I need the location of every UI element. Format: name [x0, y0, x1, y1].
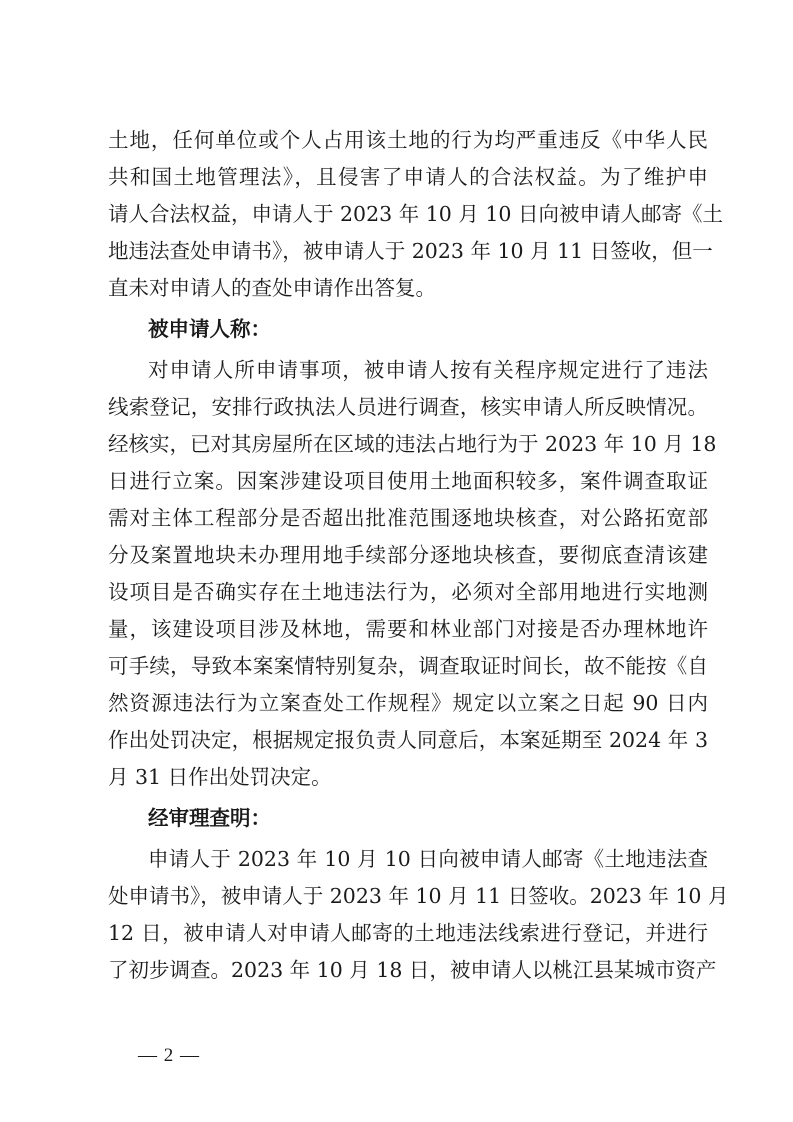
body-line: 经核实，已对其房屋所在区域的违法占地行为于 2023 年 10 月 18: [108, 432, 717, 456]
body-line: 12 日，被申请人对申请人邮寄的土地违法线索进行登记，并进行: [108, 921, 708, 945]
body-line: 然资源违法行为立案查处工作规程》规定以立案之日起 90 日内: [108, 691, 708, 715]
page-number: — 2 —: [138, 1045, 200, 1066]
body-line: 分及案置地块未办理用地手续部分逐地块核查，要彻底查清该建: [108, 543, 708, 567]
body-line: 申请人于 2023 年 10 月 10 日向被申请人邮寄《土地违法查: [148, 847, 708, 871]
body-line: 月 31 日作出处罚决定。: [108, 765, 332, 789]
body-line: 土地，任何单位或个人占用该土地的行为均严重违反《中华人民: [108, 128, 708, 152]
body-line: 了初步调查。2023 年 10 月 18 日，被申请人以桃江县某城市资产: [108, 958, 717, 982]
section-heading: 被申请人称：: [148, 317, 271, 341]
body-line: 直未对申请人的查处申请作出答复。: [108, 276, 436, 300]
body-line: 可手续，导致本案案情特别复杂，调查取证时间长，故不能按《自: [108, 654, 708, 678]
body-line: 设项目是否确实存在土地违法行为，必须对全部用地进行实地测: [108, 580, 708, 604]
body-line: 地违法查处申请书》，被申请人于 2023 年 10 月 11 日签收，但一: [108, 239, 713, 263]
body-line: 日进行立案。因案涉建设项目使用土地面积较多，案件调查取证: [108, 469, 708, 493]
body-line: 量，该建设项目涉及林地，需要和林业部门对接是否办理林地许: [108, 617, 708, 641]
body-line: 对申请人所申请事项，被申请人按有关程序规定进行了违法: [148, 358, 708, 382]
body-line: 处申请书》，被申请人于 2023 年 10 月 11 日签收。2023 年 10 月: [108, 884, 729, 908]
body-line: 作出处罚决定，根据规定报负责人同意后，本案延期至 2024 年 3: [108, 728, 708, 752]
section-heading: 经审理查明：: [148, 806, 271, 830]
body-line: 请人合法权益，申请人于 2023 年 10 月 10 日向被申请人邮寄《土: [108, 202, 723, 226]
body-line: 线索登记，安排行政执法人员进行调查，核实申请人所反映情况。: [108, 395, 708, 419]
body-line: 需对主体工程部分是否超出批准范围逐地块核查，对公路拓宽部: [108, 506, 708, 530]
body-line: 共和国土地管理法》，且侵害了申请人的合法权益。为了维护申: [108, 165, 708, 189]
document-body: [108, 122, 729, 989]
